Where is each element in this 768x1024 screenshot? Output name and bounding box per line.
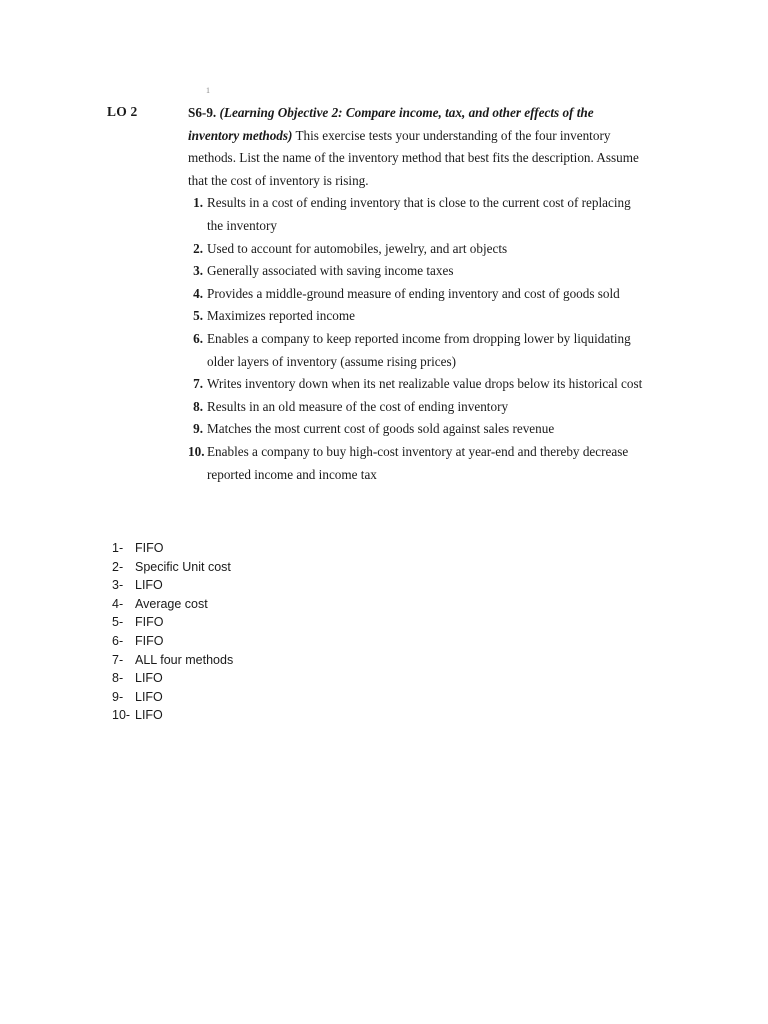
answer-text: ALL four methods [135,652,234,667]
exercise-intro [188,102,648,192]
learning-objective-label: LO 2 [107,104,138,119]
exercise-number: S6-9. [188,105,217,120]
item-number: 3. [193,263,203,279]
answer-item [112,558,233,577]
answer-text: LIFO [135,578,163,593]
list-item [188,238,648,261]
answer-text: LIFO [135,689,163,704]
answer-number: 1- [112,541,124,555]
list-item [188,192,648,237]
list-item [188,441,648,486]
exercise-item-list [188,192,648,486]
item-text: Enables a company to keep reported income from dropping lower by liquidating older layers of inventory (assume rising prices) [207,330,631,369]
answer-number: 5- [112,615,124,630]
item-text: Matches the most current cost of goods sold against sales revenue [207,421,555,437]
list-item [188,418,648,441]
answer-number: 8- [112,671,124,686]
answer-text: Specific Unit cost [135,559,231,574]
item-number: 6. [193,330,203,346]
answer-list [112,539,233,725]
list-item [188,283,648,306]
answer-text: FIFO [135,615,164,630]
answer-item [112,669,233,688]
item-number: 5. [193,308,203,324]
list-item [188,328,648,373]
answer-item [112,632,233,651]
item-number: 1. [193,195,203,211]
item-number: 2. [193,240,203,256]
item-number: 10. [188,443,205,459]
item-number: 8. [193,398,203,414]
answer-number: 7- [112,652,124,667]
item-number: 9. [193,421,203,437]
answer-number: 9- [112,689,124,704]
answer-number: 6- [112,633,124,648]
answer-text: LIFO [135,708,163,723]
answer-text: LIFO [135,671,163,686]
list-item [188,396,648,419]
item-text: Used to account for automobiles, jewelry, and art objects [207,240,508,256]
answer-number: 10- [112,708,131,723]
answer-number: 2- [112,559,124,574]
answer-item [112,651,233,670]
list-item [188,373,648,396]
answer-item [112,539,233,558]
answer-item [112,706,233,725]
answer-number: 4- [112,596,124,611]
answer-item [112,688,233,707]
list-item [188,260,648,283]
exercise-block [188,102,648,486]
page-marker: 1 [206,86,210,95]
item-text: Results in a cost of ending inventory that is close to the current cost of replacing the inventory [207,195,631,233]
item-number: 4. [193,285,203,301]
answer-item [112,595,233,614]
answer-number: 3- [112,578,124,593]
item-text: Writes inventory down when its net realizable value drops below its historical cost [207,376,643,392]
answer-text: FIFO [135,633,164,648]
answer-text: Average cost [135,596,208,611]
answer-item [112,613,233,632]
item-number: 7. [193,376,203,392]
item-text: Results in an old measure of the cost of ending inventory [207,398,509,414]
exercise-title: (Learning Objective 2: Compare income, tax, and other effects of the inventory methods) [188,105,594,143]
exercise-instructions: This exercise tests your understanding of the four inventory methods. List the name of the inventory method that best fits the description. Assume that the cost of inventory is rising. [188,127,639,188]
item-text: Provides a middle-ground measure of ending inventory and cost of goods sold [207,285,620,301]
item-text: Maximizes reported income [207,308,355,324]
list-item [188,305,648,328]
item-text: Generally associated with saving income taxes [207,263,454,279]
answer-item [112,576,233,595]
answer-text: FIFO [135,541,164,555]
item-text: Enables a company to buy high-cost inventory at year-end and thereby decrease reported income and income tax [207,443,629,482]
